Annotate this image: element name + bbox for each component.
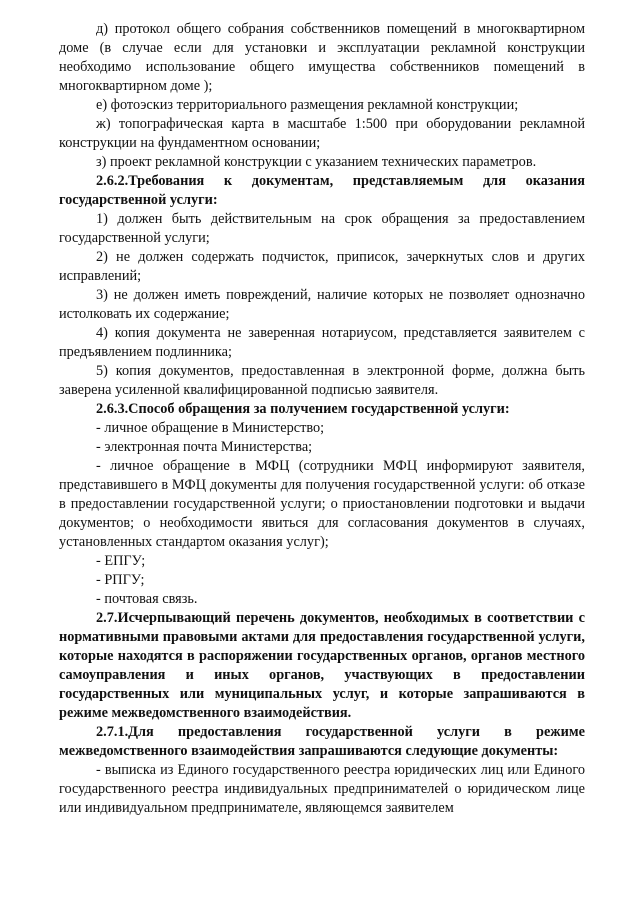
section-heading-2-7: 2.7.Исчерпывающий перечень документов, необходимых в соответствии с нормативными правовыми актами для предоставления государственной услуги, которые находятся в распоряжении государственных органов, органов местного самоуправления и иных органов, участвующих в предоставлении государственных или муниципальных услуг, и которые запрашиваются в режиме межведомственного взаимодействия. xyxy=(59,610,585,721)
method-item-post: - почтовая связь. xyxy=(96,591,198,607)
paragraph-item-z: з) проект рекламной конструкции с указанием технических параметров. xyxy=(96,154,537,170)
method-item-epgu: - ЕПГУ; xyxy=(96,553,146,569)
document-page xyxy=(59,20,585,818)
section-heading-2-6-3: 2.6.3.Способ обращения за получением государственной услуги: xyxy=(96,401,510,417)
paragraph-item-d: д) протокол общего собрания собственников помещений в многоквартирном доме (в случае если для установки и эксплуатации рекламной конструкции необходимо использование общего имущества собственников помещений в многоквартирном доме ); xyxy=(59,21,585,94)
method-item-rpgu: - РПГУ; xyxy=(96,572,145,588)
requirement-item-5: 5) копия документов, предоставленная в электронной форме, должна быть заверена усиленной квалифицированной подписью заявителя. xyxy=(59,363,585,398)
section-heading-2-7-1: 2.7.1.Для предоставления государственной услуги в режиме межведомственного взаимодействия запрашиваются следующие документы: xyxy=(59,724,585,759)
requirement-item-4: 4) копия документа не заверенная нотариусом, представляется заявителем с предъявлением подлинника; xyxy=(59,325,585,360)
section-heading-2-6-2: 2.6.2.Требования к документам, представляемым для оказания государственной услуги: xyxy=(59,173,585,208)
document-item-egrul: - выписка из Единого государственного реестра юридических лиц или Единого государственного реестра индивидуальных предпринимателей о юридическом лице или индивидуальном предпринимателе, являющемся заявителем xyxy=(59,762,585,816)
paragraph-item-zh: ж) топографическая карта в масштабе 1:500 при оборудовании рекламной конструкции на фундаментном основании; xyxy=(59,116,585,151)
method-item-ministry: - личное обращение в Министерство; xyxy=(96,420,325,436)
requirement-item-3: 3) не должен иметь повреждений, наличие которых не позволяет однозначно истолковать их содержание; xyxy=(59,287,585,322)
paragraph-item-e: е) фотоэскиз территориального размещения рекламной конструкции; xyxy=(96,97,519,113)
method-item-mfc: - личное обращение в МФЦ (сотрудники МФЦ информируют заявителя, представившего в МФЦ документы для получения государственной услуги: об отказе в предоставлении государственной услуги; о приостановлении подготовки и выдачи документов; о необходимости явиться для согласования документов в случаях, установленных стандартом оказания услуг); xyxy=(59,458,585,550)
requirement-item-1: 1) должен быть действительным на срок обращения за предоставлением государственной услуги; xyxy=(59,211,585,246)
requirement-item-2: 2) не должен содержать подчисток, приписок, зачеркнутых слов и других исправлений; xyxy=(59,249,585,284)
method-item-email: - электронная почта Министерства; xyxy=(96,439,313,455)
